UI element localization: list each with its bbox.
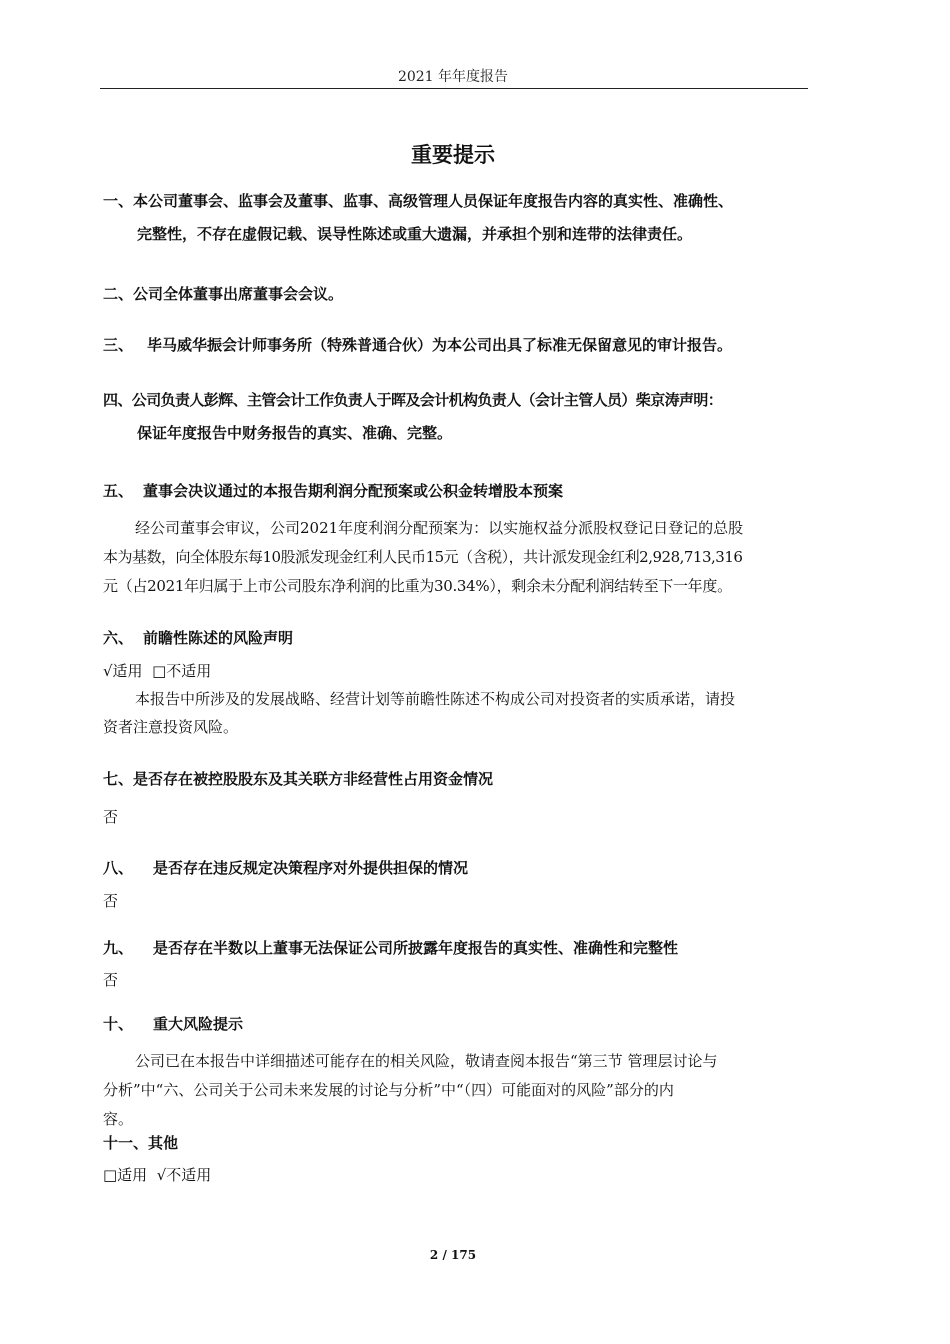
item-5-para-line-2: 本为基数，向全体股东每10股派发现金红利人民币15元（含税），共计派发现金红利2,928,713,316	[103, 548, 743, 566]
item-9-number: 九、	[103, 939, 134, 957]
item-4-line-1: 四、公司负责人彭辉、主管会计工作负责人于晖及会计机构负责人（会计主管人员）柴京涛声明：	[103, 391, 723, 409]
item-8-number: 八、	[103, 859, 134, 877]
item-2: 二、公司全体董事出席董事会会议。	[103, 285, 344, 303]
item-11-applicability: □适用 √不适用	[103, 1166, 212, 1184]
item-5-number: 五、	[103, 482, 134, 500]
item-11-heading: 十一、其他	[103, 1134, 179, 1152]
running-header: 2021 年年度报告	[397, 69, 509, 85]
item-10-number: 十、	[103, 1015, 134, 1033]
item-3-text: 毕马威华振会计师事务所（特殊普通合伙）为本公司出具了标准无保留意见的审计报告。	[147, 336, 733, 354]
header-rule	[100, 88, 808, 89]
item-6-para-line-1: 本报告中所涉及的发展战略、经营计划等前瞻性陈述不构成公司对投资者的实质承诺，请投	[135, 690, 736, 708]
item-10-heading: 重大风险提示	[153, 1015, 244, 1033]
item-5-heading: 董事会决议通过的本报告期利润分配预案或公积金转增股本预案	[143, 482, 564, 500]
item-10-para-line-3: 容。	[103, 1110, 134, 1128]
item-8-heading: 是否存在违反规定决策程序对外提供担保的情况	[153, 859, 469, 877]
item-7-heading: 七、是否存在被控股股东及其关联方非经营性占用资金情况	[103, 770, 494, 788]
item-9-heading: 是否存在半数以上董事无法保证公司所披露年度报告的真实性、准确性和完整性	[153, 939, 679, 957]
item-9-answer: 否	[103, 971, 119, 989]
item-3-number: 三、	[103, 336, 134, 354]
item-1-line-2: 完整性，不存在虚假记载、误导性陈述或重大遗漏，并承担个别和连带的法律责任。	[137, 225, 693, 243]
item-6-para-line-2: 资者注意投资风险。	[103, 718, 239, 736]
item-5-para-line-3: 元（占2021年归属于上市公司股东净利润的比重为30.34%），剩余未分配利润结转至下一年度。	[103, 577, 732, 595]
item-6-heading: 前瞻性陈述的风险声明	[143, 629, 294, 647]
item-6-applicability: √适用 □不适用	[103, 662, 212, 680]
item-4-line-2: 保证年度报告中财务报告的真实、准确、完整。	[137, 424, 453, 442]
item-1-line-1: 一、本公司董事会、监事会及董事、监事、高级管理人员保证年度报告内容的真实性、准确性、	[103, 192, 734, 210]
item-7-answer: 否	[103, 808, 119, 826]
item-8-answer: 否	[103, 892, 119, 910]
item-5-para-line-1: 经公司董事会审议，公司2021年度利润分配预案为：以实施权益分派股权登记日登记的总股	[135, 519, 744, 537]
page-title: 重要提示	[411, 143, 495, 167]
item-10-para-line-2: 分析”中“六、公司关于公司未来发展的讨论与分析”中“（四）可能面对的风险”部分的内	[103, 1081, 674, 1099]
item-10-para-line-1: 公司已在本报告中详细描述可能存在的相关风险，敬请查阅本报告“第三节 管理层讨论与	[135, 1052, 718, 1070]
item-6-number: 六、	[103, 629, 134, 647]
page-number: 2 / 175	[429, 1248, 477, 1262]
